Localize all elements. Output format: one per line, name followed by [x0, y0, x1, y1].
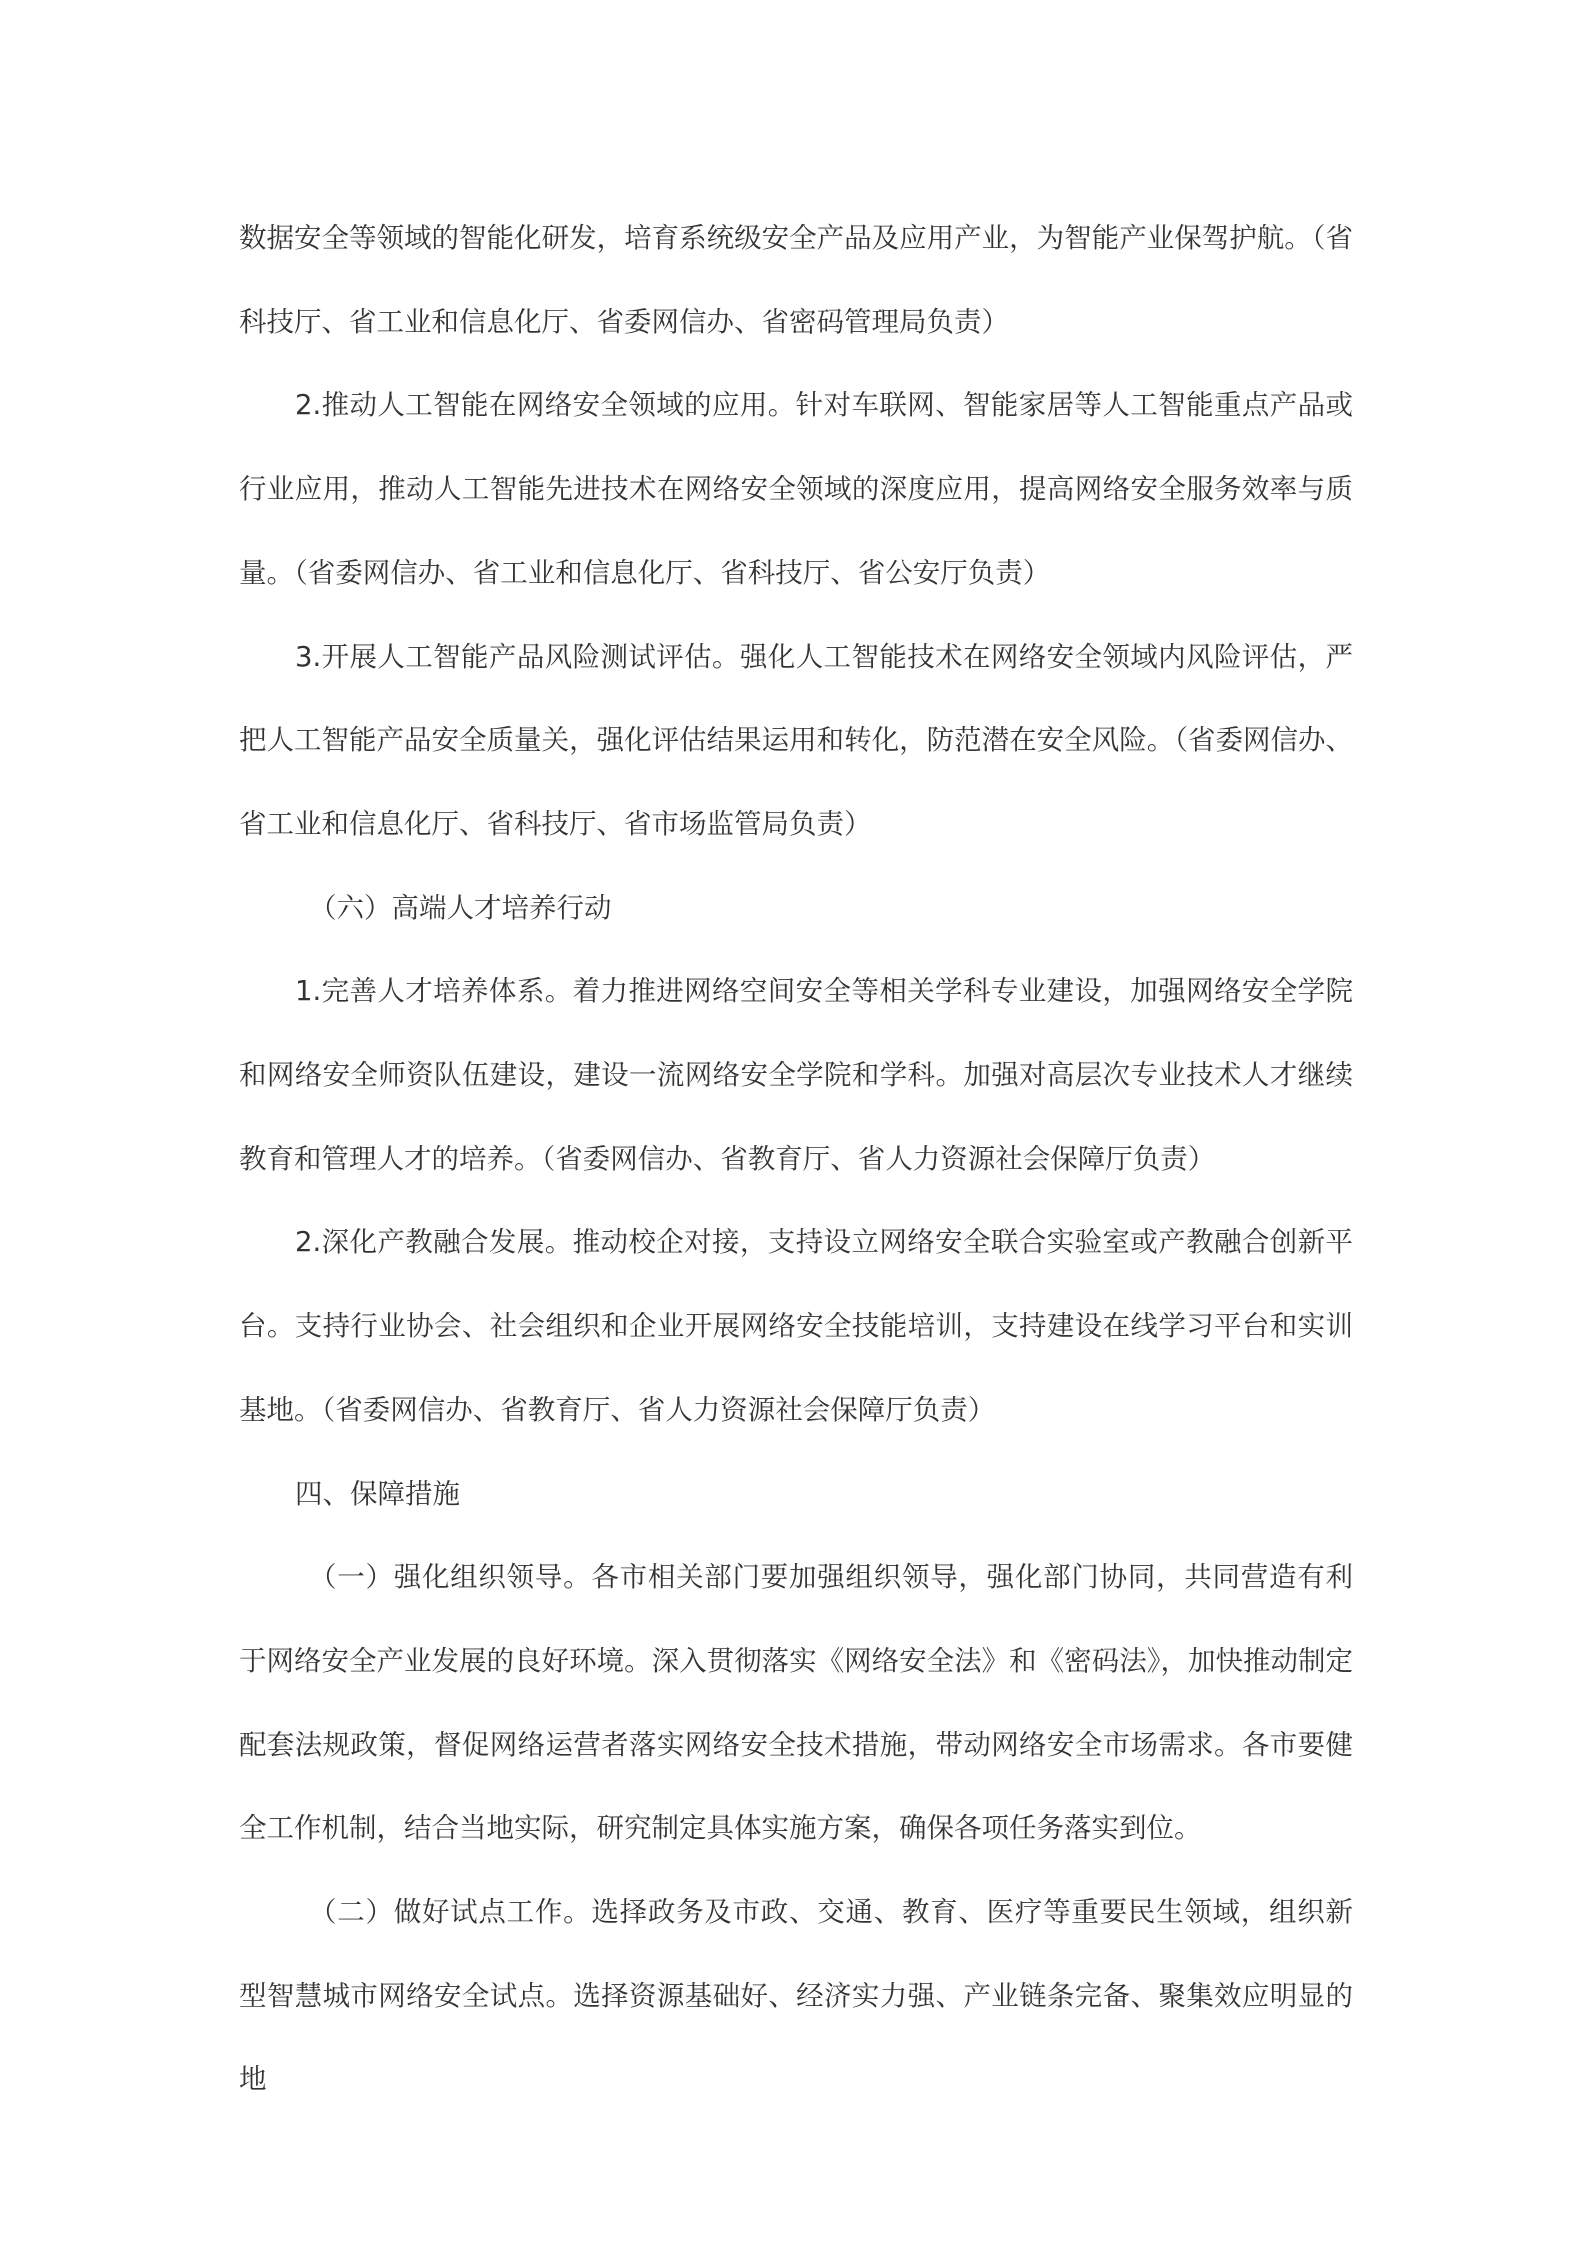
- paragraph-organization-leadership: （一）强化组织领导。各市相关部门要加强组织领导，强化部门协同，共同营造有利于网络安全产业发展的良好环境。深入贯彻落实《网络安全法》和《密码法》，加快推动制定配套法规政策，督促网络运营者落实网络安全技术措施，带动网络安全市场需求。各市要健全工作机制，结合当地实际，研究制定具体实施方案，确保各项任务落实到位。: [239, 1561, 1353, 1845]
- paragraph-continuation: 数据安全等领域的智能化研发，培育系统级安全产品及应用产业，为智能产业保驾护航。（省科技厅、省工业和信息化厅、省委网信办、省密码管理局负责）: [239, 222, 1353, 338]
- paragraph-item-industry-education: 2.深化产教融合发展。推动校企对接，支持设立网络安全联合实验室或产教融合创新平台。支持行业协会、社会组织和企业开展网络安全技能培训，支持建设在线学习平台和实训基地。（省委网信办、省教育厅、省人力资源社会保障厅负责）: [239, 1226, 1353, 1426]
- paragraph-item-ai-risk-testing: 3.开展人工智能产品风险测试评估。强化人工智能技术在网络安全领域内风险评估，严把人工智能产品安全质量关，强化评估结果运用和转化，防范潜在安全风险。（省委网信办、省工业和信息化厅、省科技厅、省市场监管局负责）: [239, 640, 1353, 840]
- section-heading-safeguards: 四、保障措施: [295, 1477, 460, 1510]
- paragraph-item-talent-system: 1.完善人才培养体系。着力推进网络空间安全等相关学科专业建设，加强网络安全学院和网络安全师资队伍建设，建设一流网络安全学院和学科。加强对高层次专业技术人才继续教育和管理人才的培养。（省委网信办、省教育厅、省人力资源社会保障厅负责）: [239, 975, 1353, 1175]
- document-page: [239, 197, 1353, 2122]
- paragraph-pilot-work: （二）做好试点工作。选择政务及市政、交通、教育、医疗等重要民生领域，组织新型智慧城市网络安全试点。选择资源基础好、经济实力强、产业链条完备、聚集效应明显的地: [239, 1896, 1353, 2096]
- paragraph-item-ai-network-security: 2.推动人工智能在网络安全领域的应用。针对车联网、智能家居等人工智能重点产品或行业应用，推动人工智能先进技术在网络安全领域的深度应用，提高网络安全服务效率与质量。（省委网信办、省工业和信息化厅、省科技厅、省公安厅负责）: [239, 389, 1353, 589]
- section-subheading-talent: （六）高端人才培养行动: [309, 891, 612, 924]
